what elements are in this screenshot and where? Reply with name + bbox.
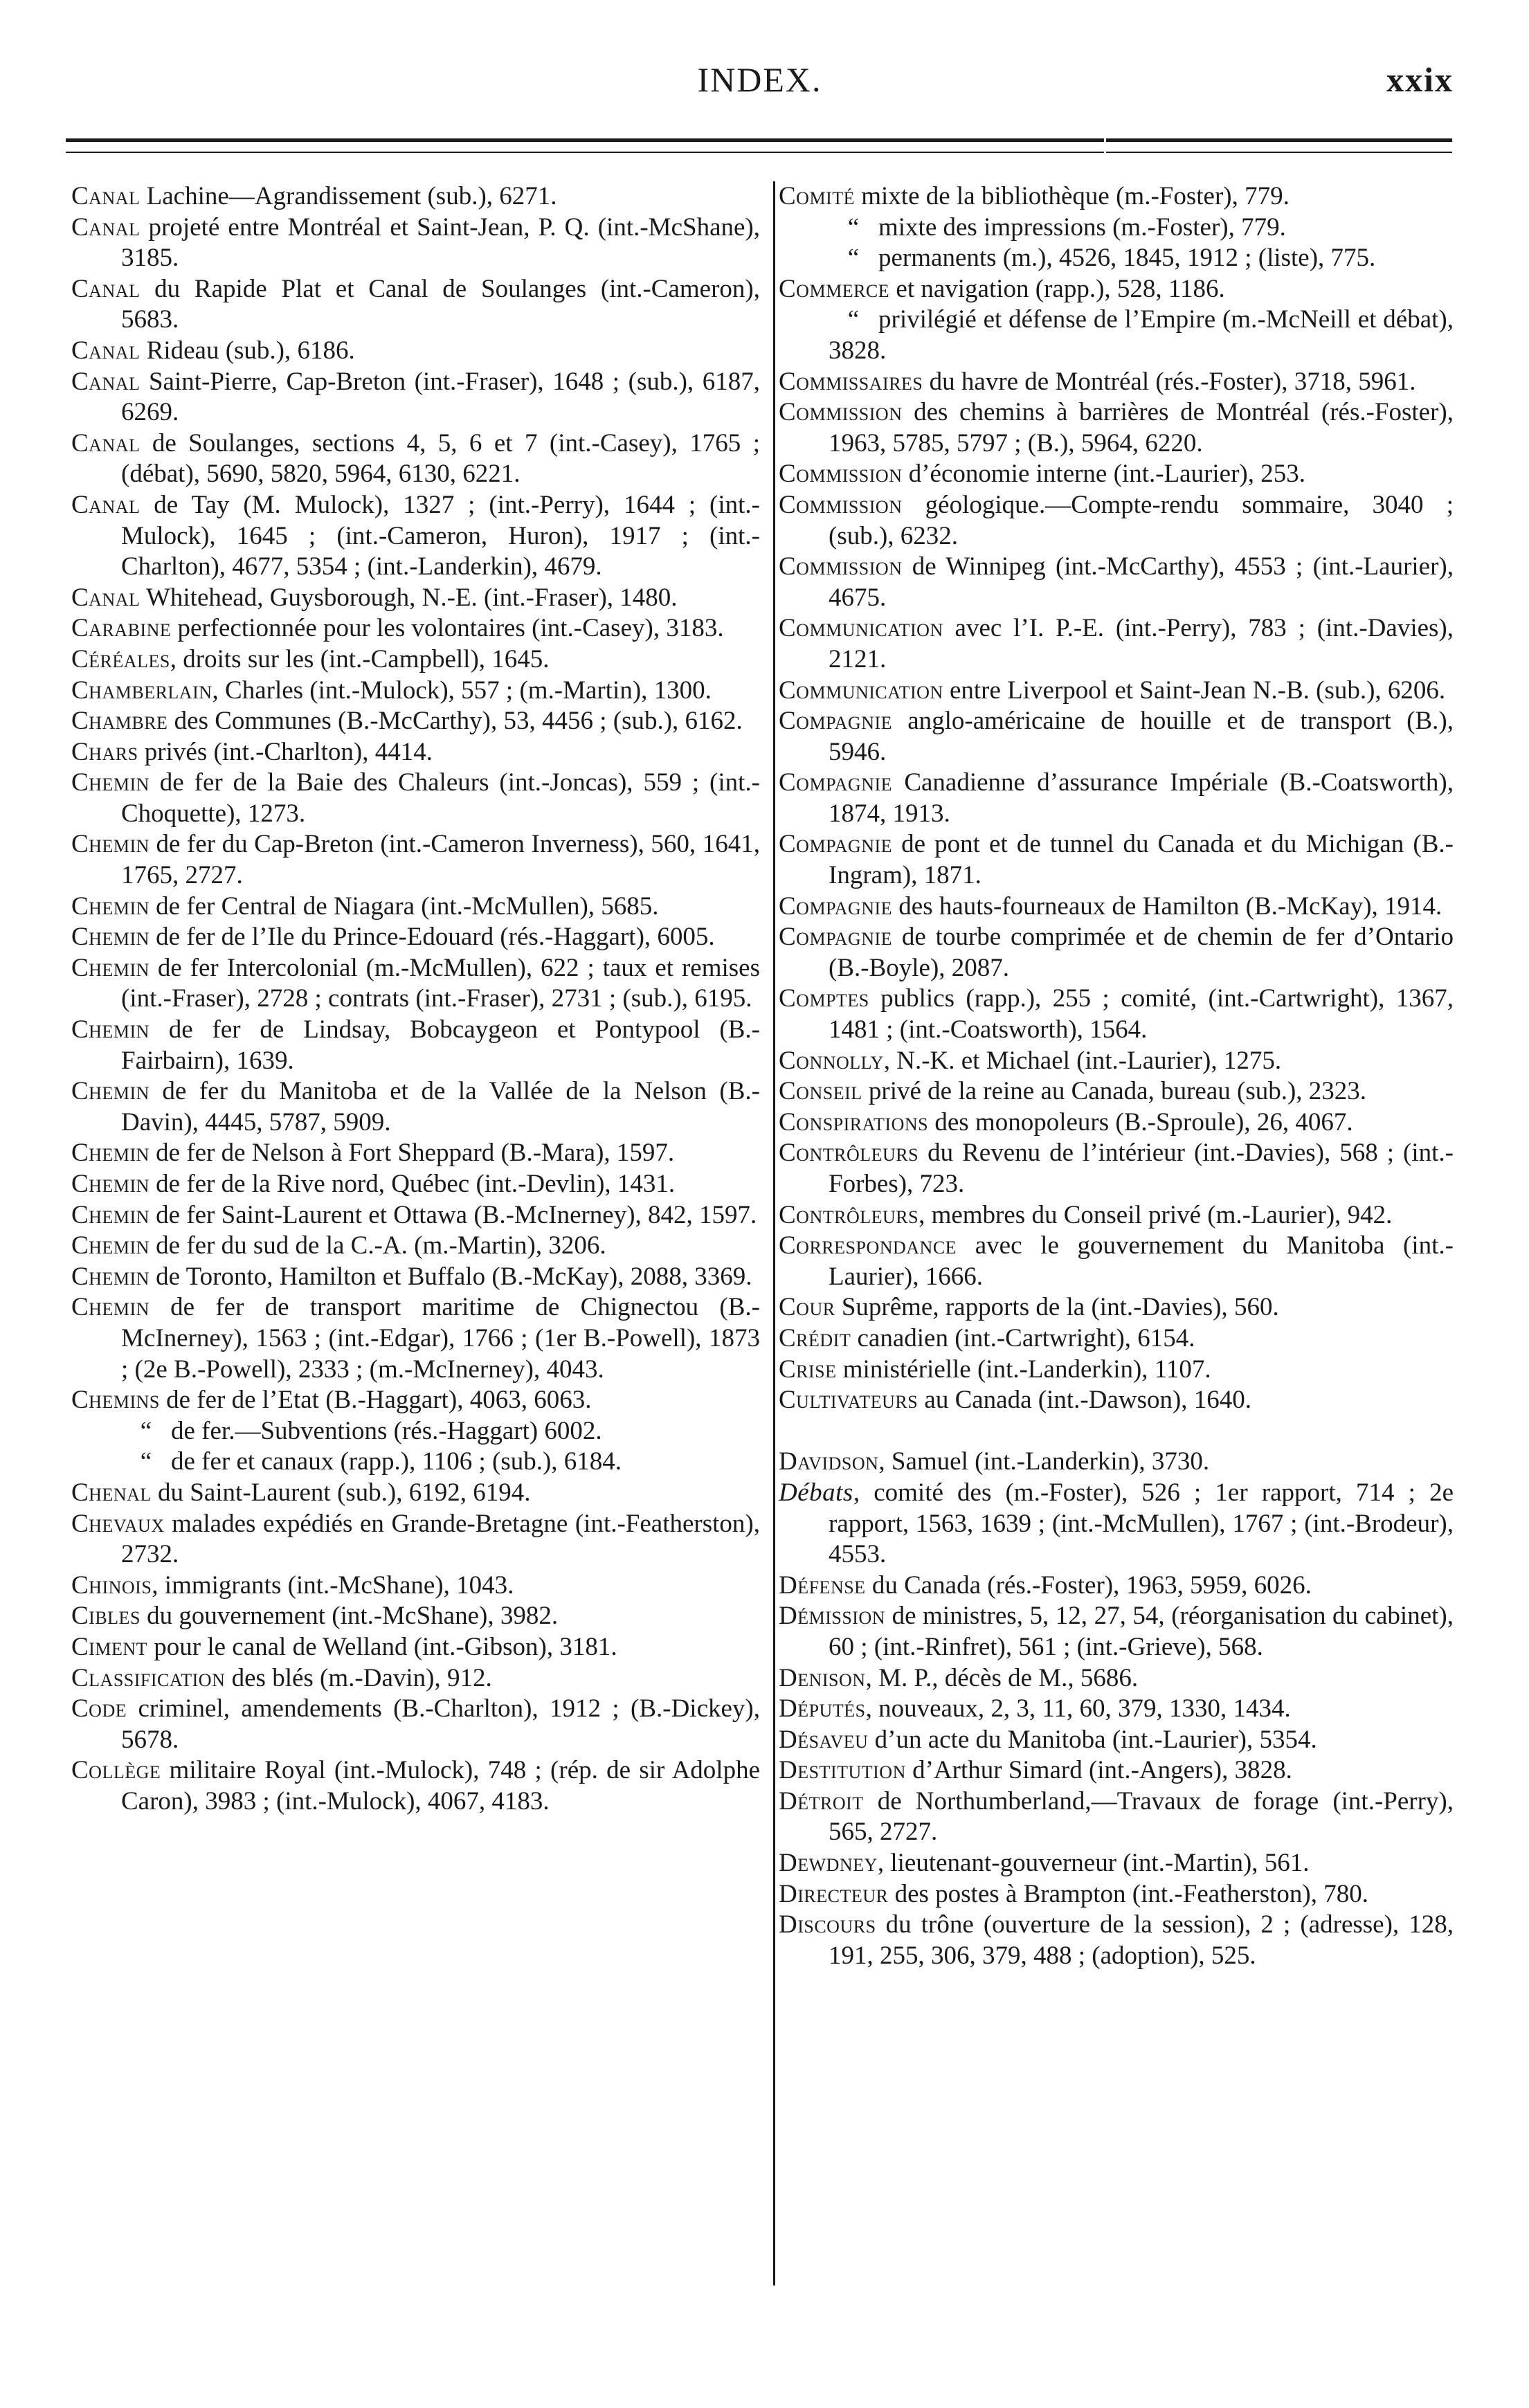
entry-text: , N.-K. et Michael (int.-Laurier), 1275. — [883, 1046, 1282, 1075]
entry-heading: Denison — [779, 1663, 866, 1692]
ditto-mark: “ — [140, 1416, 152, 1445]
entry-text: malades expédiés en Grande-Bretagne (int.-Featherston), 2732. — [121, 1509, 760, 1569]
entry-heading: Connolly — [779, 1046, 884, 1075]
index-entry — [71, 1416, 760, 1447]
entry-text: criminel, amendements (B.-Charlton), 1912 ; (B.-Dickey), 5678. — [121, 1694, 760, 1754]
entry-heading: Communication — [779, 614, 943, 643]
index-entry — [779, 1848, 1454, 1879]
index-entry — [71, 1231, 760, 1262]
entry-text: de fer Intercolonial (m.-McMullen), 622 ; taux et remises (int.-Fraser), 2728 ; contrats (int.-Fraser), 2731 ; (sub.), 6195. — [121, 953, 760, 1013]
entry-text: de Tay (M. Mulock), 1327 ; (int.-Perry), 1644 ; (int.-Mulock), 1645 ; (int.-Cameron, Huron), 1917 ; (int.-Charlton), 4677, 5354 ; (int.-Landerkin), 4679. — [121, 490, 760, 581]
entry-heading: Davidson — [779, 1447, 879, 1476]
index-entry — [71, 1694, 760, 1755]
index-entry — [71, 1755, 760, 1817]
entry-text: de fer de l’Ile du Prince-Edouard (rés.-Haggart), 6005. — [149, 923, 715, 952]
entry-text: Lachine—Agrandissement (sub.), 6271. — [140, 182, 557, 210]
entry-heading: Classification — [71, 1663, 226, 1692]
entry-text: d’économie interne (int.-Laurier), 253. — [902, 460, 1305, 489]
entry-text: de fer Saint-Laurent et Ottawa (B.-McInerney), 842, 1597. — [149, 1200, 757, 1229]
entry-text: d’un acte du Manitoba (int.-Laurier), 5354. — [868, 1725, 1317, 1754]
entry-heading: Chemin — [71, 830, 150, 859]
index-entry — [71, 768, 760, 829]
index-entry — [71, 1385, 760, 1416]
entry-text: du Saint-Laurent (sub.), 6192, 6194. — [151, 1478, 531, 1507]
index-entry — [71, 336, 760, 367]
entry-heading: Canal — [71, 336, 141, 365]
index-entry — [779, 305, 1454, 366]
entry-heading: Canal — [71, 583, 141, 612]
entry-text: au Canada (int.-Dawson), 1640. — [918, 1386, 1252, 1415]
header-rule-right — [1106, 138, 1452, 153]
index-entry — [71, 613, 760, 644]
entry-text: de fer de transport maritime de Chignectou (B.-McInerney), 1563 ; (int.-Edgar), 1766 ; (1er B.-Powell), 1873 ; (2e B.-Powell), 2333 ; (m.-McInerney), 4043. — [121, 1293, 760, 1384]
entry-heading: Chemin — [71, 1293, 150, 1322]
entry-text: des hauts-fourneaux de Hamilton (B.-McKay), 1914. — [892, 891, 1442, 921]
index-entry — [71, 490, 760, 583]
entry-text: privé de la reine au Canada, bureau (sub.), 2323. — [862, 1077, 1367, 1106]
entry-heading: Commerce — [779, 274, 890, 303]
entry-heading: Commission — [779, 490, 903, 519]
index-entry — [71, 737, 760, 768]
entry-text: de Soulanges, sections 4, 5, 6 et 7 (int.-Casey), 1765 ; (débat), 5690, 5820, 5964, 6130, 6221. — [121, 428, 760, 489]
index-entry — [779, 1755, 1454, 1786]
index-entry — [779, 1601, 1454, 1663]
index-entry — [71, 1169, 760, 1200]
index-entry — [71, 1138, 760, 1169]
column-divider — [773, 181, 775, 2285]
entry-text: , immigrants (int.-McShane), 1043. — [152, 1570, 514, 1600]
entry-text: ministérielle (int.-Landerkin), 1107. — [836, 1355, 1211, 1384]
ditto-mark: “ — [847, 244, 860, 273]
index-entry — [779, 1107, 1454, 1139]
entry-text: Suprême, rapports de la (int.-Davies), 560. — [835, 1293, 1279, 1322]
ditto-mark: “ — [140, 1447, 152, 1476]
entry-heading: Directeur — [779, 1879, 889, 1908]
entry-text: , Charles (int.-Mulock), 557 ; (m.-Martin), 1300. — [212, 676, 712, 705]
index-entry — [779, 212, 1454, 244]
index-entry — [779, 829, 1454, 891]
entry-text: publics (rapp.), 255 ; comité, (int.-Cartwright), 1367, 1481 ; (int.-Coatsworth), 1564. — [829, 984, 1454, 1044]
entry-text: du Rapide Plat et Canal de Soulanges (int.-Cameron), 5683. — [121, 274, 760, 334]
entry-text: , comité des (m.-Foster), 526 ; 1er rapport, 714 ; 2e rapport, 1563, 1639 ; (int.-McMullen), 1767 ; (int.-Brodeur), 4553. — [829, 1478, 1454, 1569]
index-entry — [71, 829, 760, 891]
entry-heading: Chambre — [71, 707, 168, 736]
entry-text: pour le canal de Welland (int.-Gibson), 3181. — [147, 1632, 617, 1661]
index-entry — [779, 1725, 1454, 1756]
entry-text: anglo-américaine de houille et de transport (B.), 5946. — [829, 707, 1454, 766]
entry-heading: Comité — [779, 182, 855, 210]
entry-heading: Chemin — [71, 1231, 150, 1260]
index-entry — [779, 274, 1454, 305]
entry-text: de Toronto, Hamilton et Buffalo (B.-McKay), 2088, 3369. — [149, 1262, 752, 1291]
entry-text: , membres du Conseil privé (m.-Laurier), 942. — [919, 1200, 1393, 1229]
entry-heading: Commission — [779, 398, 903, 427]
index-entry — [779, 1355, 1454, 1386]
entry-text: du Canada (rés.-Foster), 1963, 5959, 6026. — [865, 1570, 1312, 1600]
entry-heading: Chinois — [71, 1570, 152, 1600]
entry-heading: Chemin — [71, 1170, 150, 1198]
entry-heading: Chemin — [71, 1200, 150, 1229]
entry-heading: Correspondance — [779, 1231, 957, 1260]
index-entry — [779, 397, 1454, 459]
index-entry — [779, 181, 1454, 212]
index-entry — [779, 1046, 1454, 1077]
entry-heading: Compagnie — [779, 768, 893, 797]
entry-text: de fer et canaux (rapp.), 1106 ; (sub.), 6184. — [171, 1447, 622, 1476]
entry-text: des monopoleurs (B.-Sproule), 26, 4067. — [928, 1107, 1353, 1137]
entry-text: de Northumberland,—Travaux de forage (int.-Perry), 565, 2727. — [829, 1786, 1454, 1847]
entry-heading: Débats — [779, 1478, 853, 1507]
entry-text: projeté entre Montréal et Saint-Jean, P. Q. (int.-McShane), 3185. — [121, 212, 760, 273]
entry-heading: Conspirations — [779, 1107, 929, 1137]
index-entry — [71, 1601, 760, 1632]
index-entry — [779, 984, 1454, 1045]
index-column-left — [71, 181, 760, 1817]
entry-heading: Collège — [71, 1756, 161, 1785]
index-entry — [779, 1385, 1454, 1416]
index-entry — [779, 1570, 1454, 1602]
index-entry — [779, 676, 1454, 707]
entry-text: privilégié et défense de l’Empire (m.-McNeill et débat), 3828. — [829, 305, 1454, 365]
index-entry — [779, 459, 1454, 490]
index-entry — [71, 1632, 760, 1663]
entry-heading: Compagnie — [779, 707, 893, 736]
index-entry — [71, 1447, 760, 1478]
index-entry — [779, 1910, 1454, 1971]
entry-text: permanents (m.), 4526, 1845, 1912 ; (liste), 775. — [878, 244, 1376, 273]
entry-heading: Chemin — [71, 1077, 150, 1106]
entry-heading: Détroit — [779, 1786, 864, 1816]
index-entry — [71, 1292, 760, 1385]
entry-heading: Destitution — [779, 1756, 906, 1785]
entry-heading: Céréales — [71, 644, 170, 673]
entry-heading: Canal — [71, 212, 141, 242]
entry-text: des blés (m.-Davin), 912. — [225, 1663, 492, 1692]
entry-heading: Contrôleurs — [779, 1200, 919, 1229]
entry-heading: Chemin — [71, 953, 150, 982]
index-entry — [779, 1478, 1454, 1570]
entry-heading: Dewdney — [779, 1849, 878, 1878]
entry-heading: Chemin — [71, 923, 150, 952]
entry-heading: Canal — [71, 274, 141, 303]
index-entry — [71, 1015, 760, 1076]
page-title: INDEX. — [697, 60, 822, 99]
entry-text: de fer Central de Niagara (int.-McMullen), 5685. — [149, 891, 659, 921]
entry-text: , droits sur les (int.-Campbell), 1645. — [170, 644, 550, 673]
entry-text: de fer de l’Etat (B.-Haggart), 4063, 6063. — [159, 1386, 592, 1415]
entry-heading: Compagnie — [779, 830, 893, 859]
entry-text: , M. P., décès de M., 5686. — [865, 1663, 1139, 1692]
entry-text: militaire Royal (int.-Mulock), 748 ; (rép. de sir Adolphe Caron), 3983 ; (int.-Mulock), 4067, 4183. — [121, 1756, 760, 1816]
entry-text: d’Arthur Simard (int.-Angers), 3828. — [905, 1756, 1292, 1785]
entry-heading: Désaveu — [779, 1725, 869, 1754]
index-entry — [779, 1786, 1454, 1848]
entry-heading: Chemin — [71, 1139, 150, 1168]
entry-text: du Revenu de l’intérieur (int.-Davies), 568 ; (int.-Forbes), 723. — [829, 1139, 1454, 1198]
index-entry — [71, 428, 760, 490]
entry-text: du havre de Montréal (rés.-Foster), 3718, 5961. — [923, 367, 1416, 396]
entry-text: géologique.—Compte-rendu sommaire, 3040 ; (sub.), 6232. — [829, 490, 1454, 550]
entry-text: du trône (ouverture de la session), 2 ; (adresse), 128, 191, 255, 306, 379, 488 ; (adoption), 525. — [829, 1910, 1454, 1970]
entry-heading: Chamberlain — [71, 676, 212, 705]
entry-heading: Compagnie — [779, 923, 893, 952]
entry-text: de tourbe comprimée et de chemin de fer d’Ontario (B.-Boyle), 2087. — [829, 923, 1454, 982]
entry-heading: Chemin — [71, 1262, 150, 1291]
index-entry — [779, 1292, 1454, 1323]
index-entry — [71, 891, 760, 923]
index-entry — [779, 1323, 1454, 1355]
index-entry — [779, 1694, 1454, 1725]
entry-heading: Cour — [779, 1293, 835, 1322]
entry-heading: Comptes — [779, 984, 869, 1013]
entry-heading: Commission — [779, 552, 903, 581]
entry-text: de fer.—Subventions (rés.-Haggart) 6002. — [171, 1416, 602, 1445]
index-entry — [71, 644, 760, 676]
entry-heading: Canal — [71, 490, 141, 519]
entry-heading: Chevaux — [71, 1509, 165, 1538]
entry-heading: Crise — [779, 1355, 837, 1384]
entry-text: des Communes (B.-McCarthy), 53, 4456 ; (sub.), 6162. — [168, 707, 743, 736]
index-entry — [71, 1262, 760, 1293]
index-entry — [779, 706, 1454, 768]
entry-heading: Démission — [779, 1602, 886, 1631]
entry-heading: Députés — [779, 1694, 866, 1723]
entry-text: de pont et de tunnel du Canada et du Michigan (B.-Ingram), 1871. — [829, 830, 1454, 890]
entry-heading: Code — [71, 1694, 127, 1723]
entry-text: de fer de la Baie des Chaleurs (int.-Joncas), 559 ; (int.-Choquette), 1273. — [121, 768, 760, 828]
index-entry — [71, 953, 760, 1015]
entry-heading: Chemin — [71, 891, 150, 921]
entry-text: perfectionnée pour les volontaires (int.-Casey), 3183. — [171, 614, 724, 643]
entry-heading: Discours — [779, 1910, 876, 1939]
index-entry — [779, 1447, 1454, 1478]
entry-heading: Chemin — [71, 768, 150, 797]
ditto-mark: “ — [847, 212, 860, 242]
index-entry — [779, 243, 1454, 274]
index-entry — [779, 1879, 1454, 1910]
index-entry — [779, 552, 1454, 613]
page-header — [66, 48, 1454, 111]
entry-text: de fer du Manitoba et de la Vallée de la Nelson (B.-Davin), 4445, 5787, 5909. — [121, 1077, 760, 1137]
index-entry — [71, 212, 760, 274]
entry-heading: Contrôleurs — [779, 1139, 919, 1168]
index-column-right — [779, 181, 1454, 1971]
entry-heading: Crédit — [779, 1323, 851, 1352]
entry-text: , lieutenant-gouverneur (int.-Martin), 561. — [877, 1849, 1310, 1878]
index-entry — [779, 891, 1454, 923]
entry-text: de ministres, 5, 12, 27, 54, (réorganisation du cabinet), 60 ; (int.-Rinfret), 561 ; (int.-Grieve), 568. — [829, 1602, 1454, 1661]
index-entry — [71, 1200, 760, 1231]
index-entry — [779, 1138, 1454, 1200]
entry-heading: Commission — [779, 460, 903, 489]
entry-text: de fer du Cap-Breton (int.-Cameron Inverness), 560, 1641, 1765, 2727. — [121, 830, 760, 890]
entry-text: Saint-Pierre, Cap-Breton (int.-Fraser), 1648 ; (sub.), 6187, 6269. — [121, 367, 760, 427]
page-number: xxix — [1386, 60, 1454, 99]
index-entry — [71, 922, 760, 953]
entry-text: de Winnipeg (int.-McCarthy), 4553 ; (int.-Laurier), 4675. — [829, 552, 1454, 612]
entry-text: entre Liverpool et Saint-Jean N.-B. (sub.), 6206. — [943, 676, 1446, 705]
entry-text: et navigation (rapp.), 528, 1186. — [889, 274, 1225, 303]
ditto-mark: “ — [847, 305, 860, 334]
entry-text: de fer de Lindsay, Bobcaygeon et Pontypool (B.-Fairbairn), 1639. — [121, 1015, 760, 1075]
entry-text: du gouvernement (int.-McShane), 3982. — [140, 1602, 559, 1631]
entry-heading: Chemin — [71, 1015, 150, 1044]
index-entry — [71, 181, 760, 212]
entry-heading: Défense — [779, 1570, 866, 1600]
index-entry — [71, 676, 760, 707]
index-entry — [779, 922, 1454, 984]
entry-heading: Canal — [71, 367, 141, 396]
entry-heading: Communication — [779, 676, 943, 705]
entry-text: des postes à Brampton (int.-Featherston), 780. — [888, 1879, 1368, 1908]
entry-text: des chemins à barrières de Montréal (rés.-Foster), 1963, 5785, 5797 ; (B.), 5964, 6220. — [829, 398, 1454, 458]
entry-heading: Cibles — [71, 1602, 141, 1631]
entry-text: Rideau (sub.), 6186. — [140, 336, 355, 365]
entry-heading: Cultivateurs — [779, 1386, 919, 1415]
entry-heading: Chemins — [71, 1386, 160, 1415]
index-entry — [779, 768, 1454, 829]
entry-text: de fer du sud de la C.-A. (m.-Martin), 3206. — [149, 1231, 606, 1260]
index-entry — [71, 367, 760, 428]
entry-text: mixte de la bibliothèque (m.-Foster), 779. — [855, 182, 1290, 210]
index-entry — [779, 367, 1454, 398]
index-entry — [71, 706, 760, 737]
index-entry — [71, 1478, 760, 1509]
entry-text: avec l’I. P.-E. (int.-Perry), 783 ; (int.-Davies), 2121. — [829, 614, 1454, 673]
index-entry — [71, 1076, 760, 1138]
index-entry — [779, 490, 1454, 552]
index-entry — [779, 613, 1454, 675]
entry-text: mixte des impressions (m.-Foster), 779. — [878, 212, 1286, 242]
index-entry — [71, 274, 760, 336]
entry-heading: Chenal — [71, 1478, 152, 1507]
header-rule-left — [66, 138, 1104, 153]
entry-text: , nouveaux, 2, 3, 11, 60, 379, 1330, 1434. — [865, 1694, 1291, 1723]
entry-text: , Samuel (int.-Landerkin), 3730. — [878, 1447, 1210, 1476]
entry-heading: Carabine — [71, 614, 172, 643]
entry-heading: Conseil — [779, 1077, 862, 1106]
entry-heading: Ciment — [71, 1632, 147, 1661]
entry-text: de fer de la Rive nord, Québec (int.-Devlin), 1431. — [149, 1170, 676, 1198]
index-entry — [71, 583, 760, 614]
entry-text: avec le gouvernement du Manitoba (int.-Laurier), 1666. — [829, 1231, 1454, 1291]
entry-heading: Chars — [71, 737, 138, 766]
entry-heading: Compagnie — [779, 891, 893, 921]
entry-heading: Commissaires — [779, 367, 923, 396]
entry-heading: Canal — [71, 428, 141, 458]
index-entry — [779, 1200, 1454, 1231]
index-entry — [71, 1663, 760, 1694]
index-entry — [71, 1509, 760, 1570]
index-entry — [779, 1663, 1454, 1694]
entry-text: privés (int.-Charlton), 4414. — [138, 737, 433, 766]
entry-text: Canadienne d’assurance Impériale (B.-Coatsworth), 1874, 1913. — [829, 768, 1454, 828]
entry-text: de fer de Nelson à Fort Sheppard (B.-Mara), 1597. — [149, 1139, 675, 1168]
entry-text: Whitehead, Guysborough, N.-E. (int.-Fraser), 1480. — [140, 583, 678, 612]
index-entry — [779, 1231, 1454, 1292]
index-entry — [779, 1076, 1454, 1107]
entry-heading: Canal — [71, 182, 141, 210]
index-entry — [71, 1570, 760, 1602]
entry-text: canadien (int.-Cartwright), 6154. — [851, 1323, 1195, 1352]
